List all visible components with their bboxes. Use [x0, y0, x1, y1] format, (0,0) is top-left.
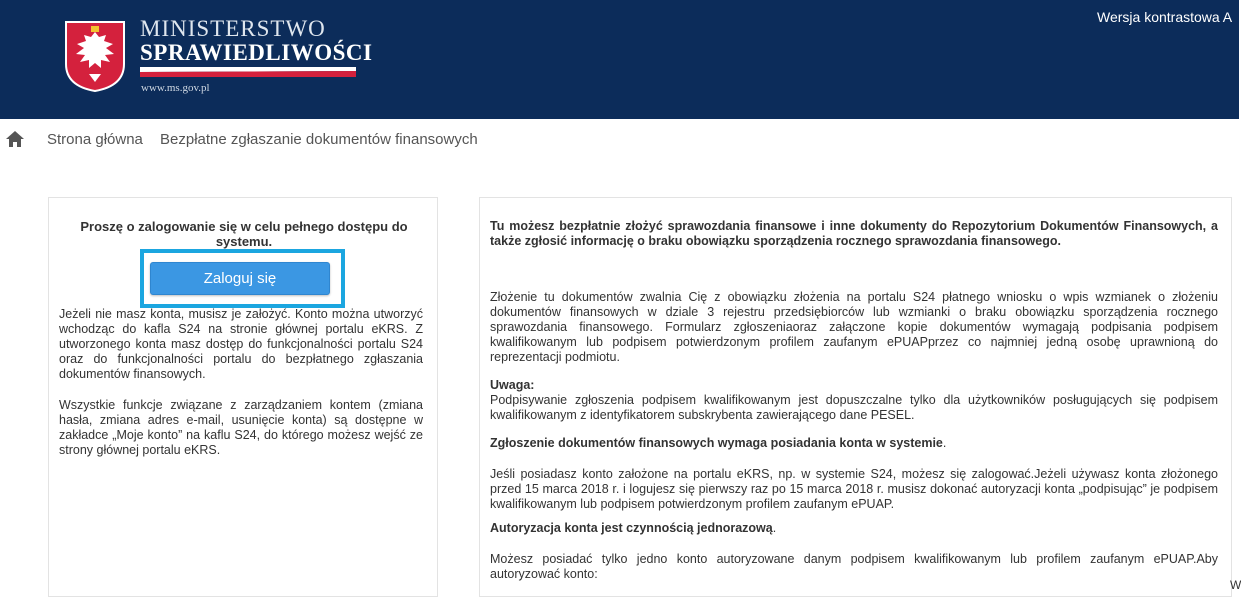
site-url: www.ms.gov.pl: [141, 82, 210, 94]
auth-once-text: Autoryzacja konta jest czynnością jednorazową: [490, 521, 773, 535]
info-auth-once: [490, 521, 1218, 536]
breadcrumb-home-link[interactable]: Strona główna: [47, 131, 143, 148]
account-required-end: .: [942, 436, 947, 450]
polish-eagle-emblem-icon[interactable]: [64, 20, 126, 92]
info-paragraph-single-account: Możesz posiadać tylko jedno konto autoryzowane danym podpisem kwalifikowanym lub profilem zaufanym ePUAP.Aby autoryzować konto:: [490, 552, 1218, 581]
flag-stripe: [140, 67, 356, 77]
info-warning: [490, 378, 1218, 423]
login-panel: [48, 197, 438, 597]
no-account-info: Jeżeli nie masz konta, musisz je założyć. Konto można utworzyć wchodząc do kafla S24 na stronie głównej portalu eKRS. Z utworzonego konta masz dostęp do funkcjonalności portalu S24 oraz do funkcjonalności portalu do bezpłatnego zgłaszania dokumentów finansowych.: [59, 307, 423, 381]
info-account-required: [490, 436, 1218, 451]
site-header: [0, 0, 1239, 119]
account-required-text: Zgłoszenie dokumentów finansowych wymaga posiadania konta w systemie: [490, 436, 943, 450]
edge-text: W: [1230, 578, 1241, 592]
ministry-title-line1: MINISTERSTWO: [140, 16, 326, 41]
account-management-info: Wszystkie funkcje związane z zarządzaniem kontem (zmiana hasła, zmiana adres e-mail, usunięcie konta) są dostępne w zakładce „Moje konto” na kaflu S24, do którego możesz wejść ze strony głównej portalu eKRS.: [59, 398, 423, 457]
home-icon[interactable]: [6, 131, 24, 147]
contrast-version-link[interactable]: Wersja kontrastowa A: [1097, 9, 1233, 25]
info-panel: [479, 197, 1232, 597]
info-intro: Tu możesz bezpłatnie złożyć sprawozdania finansowe i inne dokumenty do Repozytorium Dokumentów Finansowych, a także zgłosić informację o braku obowiązku sporządzenia rocznego sprawozdania finansowego.: [490, 219, 1218, 248]
warning-text: Podpisywanie zgłoszenia podpisem kwalifikowanym jest dopuszczalne tylko dla użytkowników posługujących się podpisem kwalifikowanym z identyfikatorem subskrybenta zawierającego dane PESEL.: [490, 393, 1218, 422]
auth-once-end: .: [772, 521, 777, 535]
ministry-title[interactable]: [140, 17, 372, 65]
breadcrumb-current-page: Bezpłatne zgłaszanie dokumentów finansowych: [160, 131, 478, 148]
breadcrumb: [0, 125, 1239, 155]
login-button[interactable]: Zaloguj się: [150, 262, 330, 295]
info-paragraph-exemption: Złożenie tu dokumentów zwalnia Cię z obowiązku złożenia na portalu S24 płatnego wniosku o wpis wzmianek o złożeniu dokumentów finansowych w dziale 3 rejestru przedsiębiorców lub wzmianki o braku obowiązku sporządzenia rocznego sprawozdania finansowego. Formularz zgłoszeniaoraz załączone kopie dokumentów wymagają podpisania podpisem kwalifikowanym lub podpisem potwierdzonym profilem zaufanym ePUAPprzez co najmniej jedną osobę uprawnioną do reprezentacji podmiotu.: [490, 290, 1218, 364]
warning-label: Uwaga:: [490, 378, 535, 392]
ministry-title-line2: SPRAWIEDLIWOŚCI: [140, 40, 373, 65]
info-paragraph-login: Jeśli posiadasz konto założone na portalu eKRS, np. w systemie S24, możesz się zalogować.Jeżeli używasz konta złożonego przed 15 marca 2018 r. i logujesz się pierwszy raz po 15 marca 2018 r. musisz dokonać autoryzacji konta „podpisując” je podpisem kwalifikowanym lub podpisem potwierdzonym profilem zaufanym ePUAP.: [490, 467, 1218, 511]
login-prompt: Proszę o zalogowanie się w celu pełnego dostępu do systemu.: [80, 219, 408, 249]
